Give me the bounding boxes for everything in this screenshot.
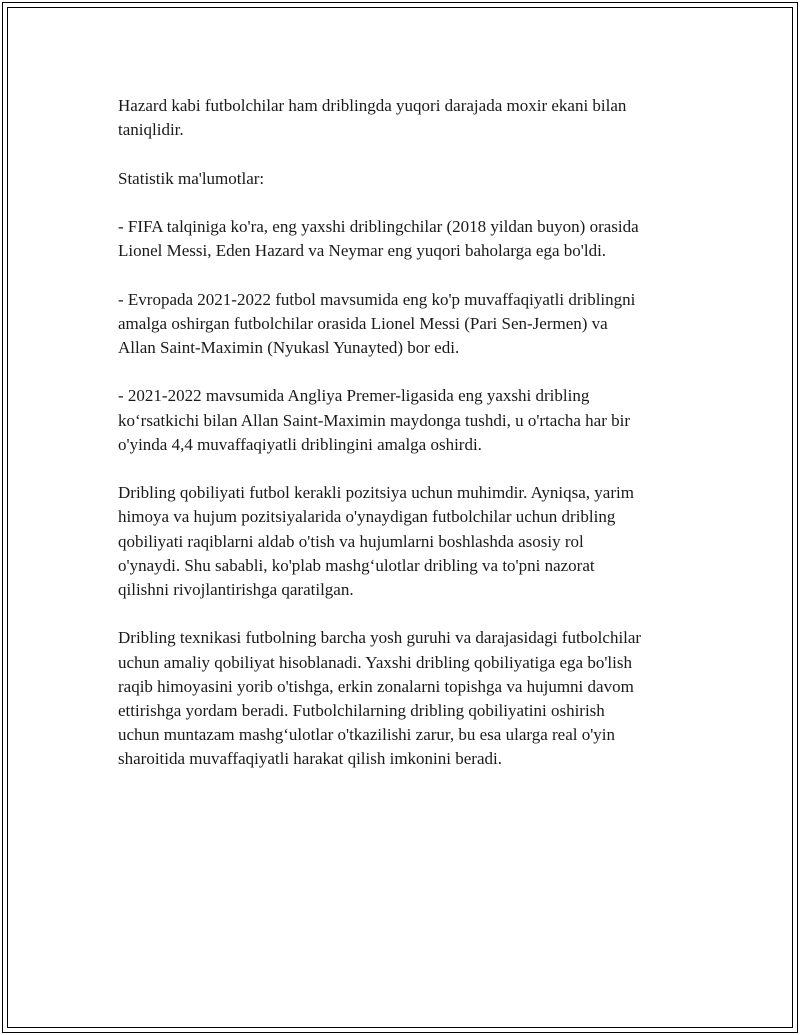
paragraph-intro: Hazard kabi futbolchilar ham driblingda yuqori darajada moxir ekani bilan taniqlidir. bbox=[118, 96, 627, 140]
paragraph-stat-europe: - Evropada 2021-2022 futbol mavsumida eng ko'p muvaffaqiyatli driblingni amalga oshirgan futbolchilar orasida Lionel Messi (Pari Sen-Jermen) va Allan Saint-Maximin (Nyukasl Yunayted) bor edi. bbox=[118, 289, 636, 357]
paragraph-stat-fifa: - FIFA talqiniga ko'ra, eng yaxshi driblingchilar (2018 yildan buyon) orasida Lionel Messi, Eden Hazard va Neymar eng yuqori baholarga ega bo'ldi. bbox=[118, 216, 639, 261]
paragraph-stats-heading: Statistik ma'lumotlar: bbox=[118, 168, 265, 188]
document-body bbox=[118, 94, 688, 796]
paragraph-dribbling-importance: Dribling qobiliyati futbol kerakli pozitsiya uchun muhimdir. Ayniqsa, yarim himoya va hujum pozitsiyalarida o'ynaydigan futbolchilar uchun dribling qobiliyati raqiblarni aldab o'tish va hujumlarni boshlashda asosiy rol o'ynaydi. Shu sababli, ko'plab mashg‘ulotlar dribling va to'pni nazorat qilishni rivojlantirishga qaratilgan. bbox=[118, 483, 634, 599]
paragraph-dribbling-technique: Dribling texnikasi futbolning barcha yosh guruhi va darajasidagi futbolchilar uchun amaliy qobiliyat hisoblanadi. Yaxshi dribling qobiliyatiga ega bo'lish raqib himoyasini yorib o'tishga, erkin zonalarni topishga va hujumni davom ettirishga yordam beradi. Futbolchilarning dribling qobiliyatini oshirish uchun muntazam mashg‘ulotlar o'tkazilishi zarur, bu esa ularga real o'yin sharoitida muvaffaqiyatli harakat qilish imkonini beradi. bbox=[118, 628, 642, 769]
paragraph-stat-premier-league: - 2021-2022 mavsumida Angliya Premer-ligasida eng yaxshi dribling ko‘rsatkichi bilan Allan Saint-Maximin maydonga tushdi, u o'rtacha har bir o'yinda 4,4 muvaffaqiyatli driblingini amalga oshirdi. bbox=[118, 386, 631, 454]
